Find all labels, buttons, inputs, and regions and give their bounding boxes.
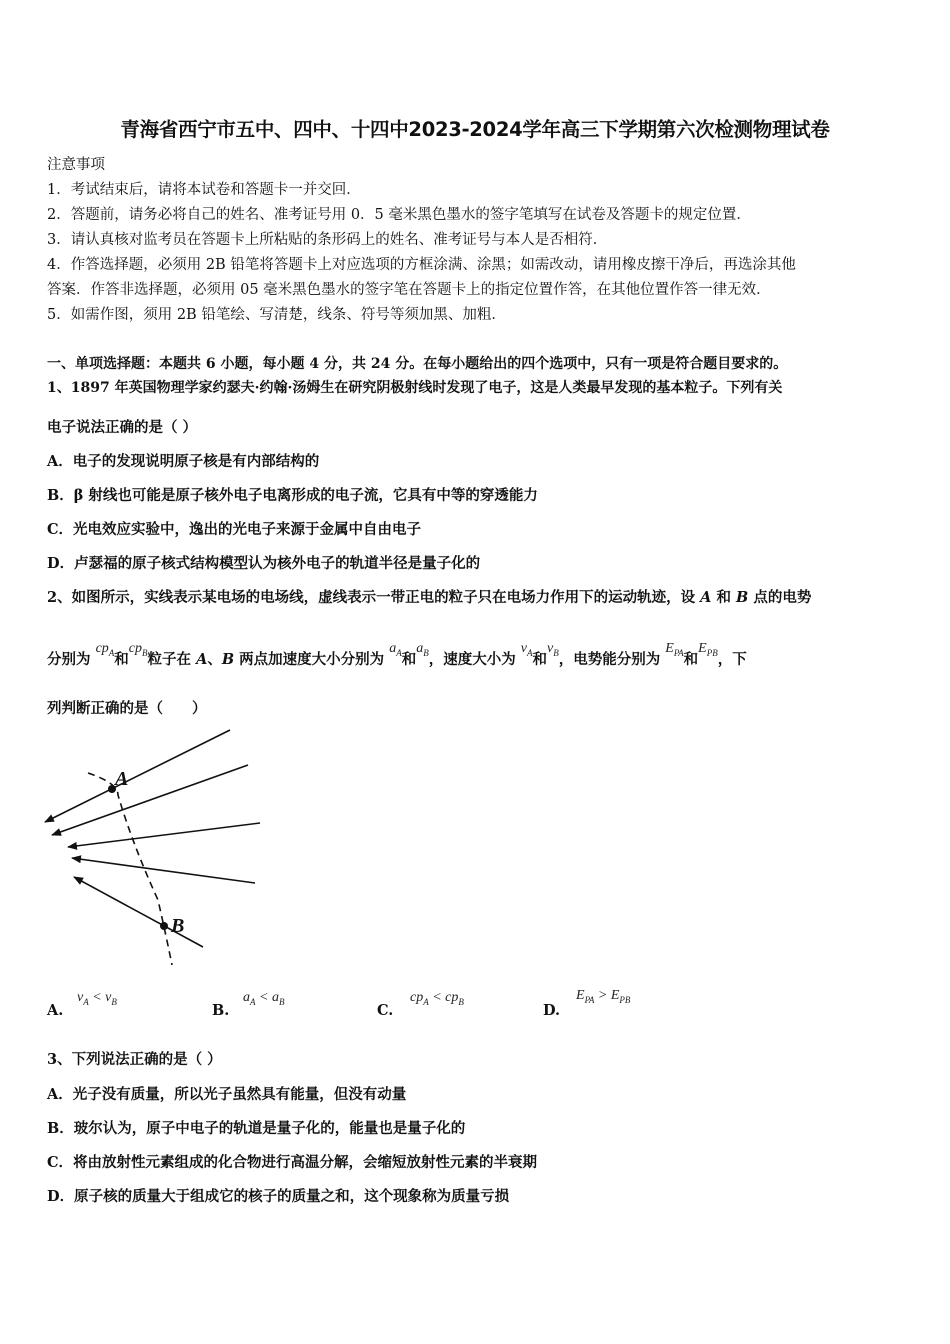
notice-item: 3．请认真核对监考员在答题卡上所粘贴的条形码上的姓名、准考证号与本人是否相符． xyxy=(47,232,608,248)
page-title: 青海省西宁市五中、四中、十四中2023-2024学年高三下学期第六次检测物理试卷 xyxy=(120,118,830,141)
q2-option-c-label: C. xyxy=(377,1002,394,1019)
q1-option-c: C．光电效应实验中，逸出的光电子来源于金属中自由电子 xyxy=(47,521,422,538)
point-b xyxy=(160,922,168,930)
q3-stem: 3、下列说法正确的是（ ） xyxy=(47,1051,222,1068)
field-line xyxy=(68,823,260,847)
q2-option-b-expr: $a_A < a_B$ xyxy=(243,990,285,1007)
q1-option-d: D．卢瑟福的原子核式结构模型认为核外电子的轨道半径是量子化的 xyxy=(47,555,481,572)
notice-item: 5．如需作图，须用 2B 铅笔绘、写清楚，线条、符号等须加黑、加粗． xyxy=(47,307,506,323)
q2-option-d-label: D. xyxy=(543,1002,561,1019)
label-a: A xyxy=(115,768,129,790)
field-line xyxy=(45,730,230,822)
q2-stem-line2: 分别为 $cp_A$和$cp_B$粒子在 A、B 两点加速度大小分别为 $a_A$和$a_B$，速度大小为 $v_A$和$v_B$，电势能分别为 $E_{PA}$和$E_{PB}$，下 xyxy=(47,641,747,668)
q3-option-c: C．将由放射性元素组成的化合物进行高温分解，会缩短放射性元素的半衰期 xyxy=(47,1154,538,1171)
q1-option-a: A．电子的发现说明原子核是有内部结构的 xyxy=(47,453,320,470)
q2-stem-line1: 2、如图所示，实线表示某电场的电场线，虚线表示一带正电的粒子只在电场力作用下的运动轨迹，设 A 和 B 点的电势 xyxy=(47,589,812,606)
q2-option-b-label: B. xyxy=(212,1002,230,1019)
notice-item: 答案．作答非选择题，必须用 05 毫米黑色墨水的签字笔在答题卡上的指定位置作答，在其他位置作答一律无效． xyxy=(47,282,771,298)
q3-option-a: A．光子没有质量，所以光子虽然具有能量，但没有动量 xyxy=(47,1086,407,1103)
q3-option-b: B．玻尔认为，原子中电子的轨道是量子化的，能量也是量子化的 xyxy=(47,1120,466,1137)
trajectory xyxy=(88,773,172,965)
q1-option-b: B．β 射线也可能是原子核外电子电离形成的电子流，它具有中等的穿透能力 xyxy=(47,487,538,504)
q2-option-d-expr: $E_{PA} > E_{PB}$ xyxy=(576,988,631,1005)
notice-heading: 注意事项 xyxy=(47,157,105,173)
notice-item: 1．考试结束后，请将本试卷和答题卡一并交回． xyxy=(47,182,361,198)
field-line xyxy=(72,858,255,883)
q2-option-a-expr: $v_A < v_B$ xyxy=(77,990,117,1007)
field-line xyxy=(52,765,248,835)
q3-option-d: D．原子核的质量大于组成它的核子的质量之和，这个现象称为质量亏损 xyxy=(47,1188,510,1205)
notice-item: 4．作答选择题，必须用 2B 铅笔将答题卡上对应选项的方框涂满、涂黑；如需改动，请用橡皮擦干净后，再选涂其他 xyxy=(47,257,796,273)
q2-option-c-expr: $cp_A < cp_B$ xyxy=(410,990,464,1007)
section-heading: 一、单项选择题：本题共 6 小题，每小题 4 分，共 24 分。在每小题给出的四个选项中，只有一项是符合题目要求的。 xyxy=(47,356,788,372)
q1-stem-line2: 电子说法正确的是（ ） xyxy=(47,419,198,436)
q2-option-a-label: A. xyxy=(47,1002,64,1019)
q1-stem-line1: 1、1897 年英国物理学家约瑟夫·约翰·汤姆生在研究阴极射线时发现了电子，这是人类最早发现的基本粒子。下列有关 xyxy=(47,380,783,396)
electric-field-figure xyxy=(40,725,270,970)
notice-item: 2．答题前，请务必将自己的姓名、准考证号用 0．5 毫米黑色墨水的签字笔填写在试卷及答题卡的规定位置． xyxy=(47,207,751,223)
q2-stem-line3: 列判断正确的是（ ） xyxy=(47,700,207,717)
label-b: B xyxy=(171,915,185,937)
